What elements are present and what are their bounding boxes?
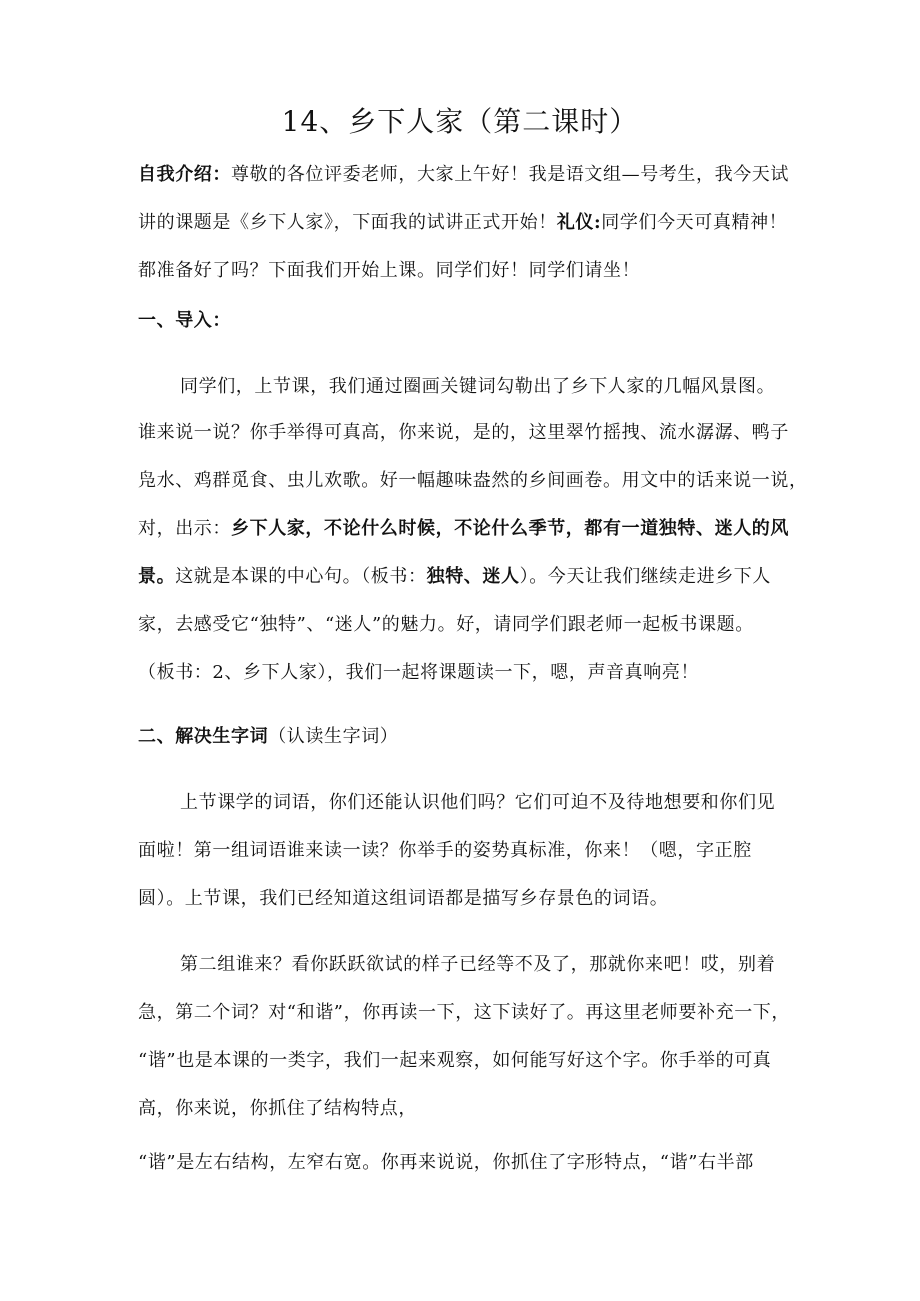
paragraph-line: “谐”是左右结构，左窄右宽。你再来说说，你抓住了字形特点，“谐”右半部 <box>138 1152 754 1173</box>
paragraph-line: （板书：2、乡下人家），我们一起将课题读一下，嗯，声音真响亮！ <box>138 662 700 683</box>
intro-text: 讲的课题是《乡下人家》，下面我的试讲正式开始！ <box>138 212 557 233</box>
paragraph-line <box>138 564 771 590</box>
section-heading-note: （认读生字词） <box>268 726 399 747</box>
intro-text: 尊敬的各位评委老师，大家上午好！我是语文组—号考生，我今天试 <box>231 164 789 185</box>
paragraph-line: 同学们，上节课，我们通过圈画关键词勾勒出了乡下人家的几幅风景图。 <box>180 376 776 397</box>
paragraph-line: 圆）。上节课，我们已经知道这组词语都是描写乡存景色的词语。 <box>138 888 669 909</box>
board-keywords: 独特、迷人 <box>426 566 520 587</box>
paragraph-line: 面啦！第一组词语谁来读一读？你举手的姿势真标准，你来！（嗯，字正腔 <box>138 840 752 861</box>
paragraph-text: 这就是本课的中心句。（板书： <box>175 566 427 587</box>
paragraph-line: “谐”也是本课的一类字，我们一起来观察，如何能写好这个字。你手举的可真 <box>138 1050 772 1071</box>
intro-line-3: 都准备好了吗？下面我们开始上课。同学们好！同学们请坐！ <box>138 260 641 281</box>
section-heading-bold: 二、解决生字词 <box>138 726 269 747</box>
paragraph-line: 高，你来说，你抓住了结构特点， <box>138 1098 417 1119</box>
paragraph-line: 急，第二个词？对“和谐”，你再读一下，这下读好了。再这里老师要补充一下， <box>138 1002 791 1023</box>
paragraph-line <box>138 516 789 542</box>
intro-line-1 <box>138 162 789 188</box>
paragraph-line: 家，去感受它“独特”、“迷人”的魅力。好，请同学们跟老师一起板书课题。 <box>138 614 754 635</box>
central-sentence: 景。 <box>138 566 176 587</box>
intro-text: 同学们今天可真精神！ <box>601 212 788 233</box>
paragraph-line: 凫水、鸡群觅食、虫儿欢歌。好一幅趣味盎然的乡间画卷。用文中的话来说一说， <box>138 470 808 491</box>
intro-label: 自我介绍： <box>138 164 231 185</box>
paragraph-line: 谁来说一说？你手举得可真高，你来说，是的，这里翠竹摇拽、流水潺潺、鸭子 <box>138 422 789 443</box>
paragraph-text: 对，出示： <box>138 518 231 539</box>
paragraph-line: 上节课学的词语，你们还能认识他们吗？它们可迫不及待地想要和你们见 <box>180 792 776 813</box>
etiquette-label: 礼仪: <box>556 212 602 233</box>
central-sentence: 乡下人家，不论什么时候，不论什么季节，都有一道独特、迷人的风 <box>231 518 789 539</box>
document-title: 14、乡下人家（第二课时） <box>281 105 639 138</box>
paragraph-text: ）。今天让我们继续走进乡下人 <box>519 566 772 587</box>
section-heading-vocabulary <box>138 724 398 750</box>
intro-line-2 <box>138 210 787 236</box>
paragraph-line: 第二组谁来？看你跃跃欲试的样子已经等不及了，那就你来吧！哎，别着 <box>180 954 776 975</box>
section-heading-intro: 一、导入： <box>138 310 231 331</box>
